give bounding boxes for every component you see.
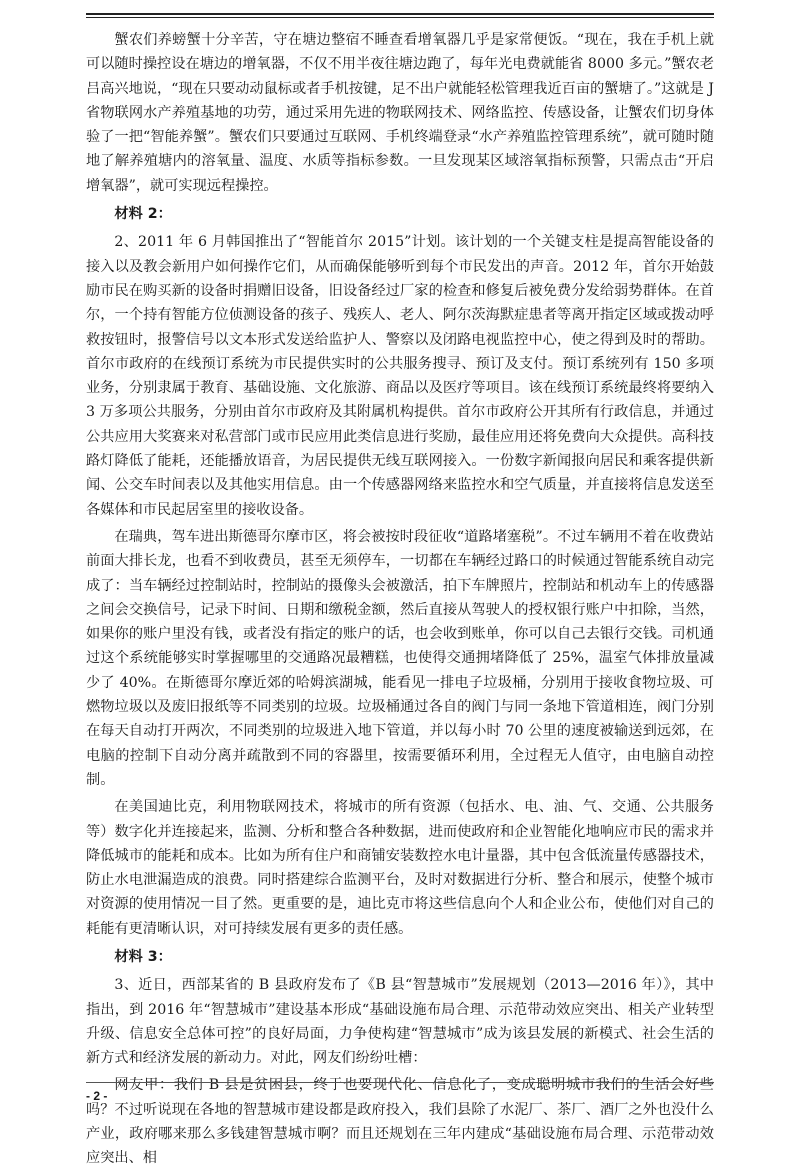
- header-rule: [86, 13, 714, 18]
- paragraph-netizen-a: 网友甲：我们 B 县是贫困县，终于也要现代化、信息化了，变成聪明城市我们的生活会好些吗？不过听说现在各地的智慧城市建设都是政府投入，我们县除了水泥厂、茶厂、酒厂之外也没什么产业，政府哪来那么多钱建智慧城市啊？而且还规划在三年内建成“基础设施布局合理、示范带动效应突出、相: [86, 1077, 714, 1167]
- footer-rule: [86, 1082, 714, 1083]
- page-number: - 2 -: [86, 1089, 108, 1103]
- paragraph-dubuque: 在美国迪比克，利用物联网技术，将城市的所有资源（包括水、电、油、气、交通、公共服务等）数字化并连接起来，监测、分析和整合各种数据，进而使政府和企业智能化地响应市民的需求并降低城市的能耗和成本。比如为所有住户和商铺安装数控水电计量器，其中包含低流量传感器技术，防止水电泄漏造成的浪费。同时搭建综合监测平台，及时对数据进行分析、整合和展示，使整个城市对资源的使用情况一目了然。更重要的是，迪比克市将这些信息向个人和企业公布，使他们对自己的耗能有更清晰认识，对可持续发展有更多的责任感。: [86, 799, 714, 937]
- paragraph-county-b-plan: 3、近日，西部某省的 B 县政府发布了《B 县“智慧城市”发展规划（2013—2016 年）》，其中指出，到 2016 年“智慧城市”建设基本形成“基础设施布局合理、示范带动效应突出、相关产业转型升级、信息安全总体可控”的良好局面，力争使构建“智慧城市”成为该县发展的新模式、社会生活的新方式和经济发展的新动力。对此，网友们纷纷吐槽：: [86, 977, 714, 1067]
- paragraph-smart-seoul: 2、2011 年 6 月韩国推出了“智能首尔 2015”计划。该计划的一个关键支柱是提高智能设备的接入以及教会新用户如何操作它们，从而确保能够听到每个市民发出的声音。2012 年，首尔开始鼓励市民在购买新的设备时捐赠旧设备，旧设备经过厂家的检查和修复后被免费分发给弱势群体。在首尔，一个持有智能方位侦测设备的孩子、残疾人、老人、阿尔茨海默症患者等离开指定区域或拨动呼救按钮时，报警信号以文本形式发送给监护人、警察以及闭路电视监控中心，使之得到及时的帮助。首尔市政府的在线预订系统为市民提供实时的公共服务搜寻、预订及支付。预订系统列有 150 多项业务，分别隶属于教育、基础设施、文化旅游、商品以及医疗等项目。该在线预订系统最终将要纳入 3 万多项公共服务，分别由首尔市政府及其附属机构提供。首尔市政府公开其所有行政信息，并通过公共应用大奖赛来对私营部门或市民应用此类信息进行奖励，最佳应用还将免费向大众提供。高科技路灯降低了能耗，还能播放语音，为居民提供无线互联网接入。一份数字新闻报向居民和乘客提供新闻、公交车时间表以及其他实用信息。由一个传感器网络来监控水和空气质量，并直接将信息发送至各媒体和市民起居室里的接收设备。: [86, 234, 714, 518]
- material-2-heading: 材料 2：: [114, 206, 172, 223]
- paragraph-crab-farming: 蟹农们养螃蟹十分辛苦，守在塘边整宿不睡查看增氧器几乎是家常便饭。“现在，我在手机上就可以随时操控设在塘边的增氧器，不仅不用半夜往塘边跑了，每年光电费就能省 8000 多元。”蟹农老吕高兴地说，“现在只要动动鼠标或者手机按键，足不出户就能轻松管理我近百亩的蟹塘了。”这就是 J 省物联网水产养殖基地的功劳，通过采用先进的物联网技术、网络监控、传感设备，让蟹农们切身体验了一把“智能养蟹”。蟹农们只要通过互联网、手机终端登录“水产养殖监控管理系统”，就可随时随地了解养殖塘内的溶氧量、温度、水质等指标参数。一旦发现某区域溶氧指标预警，只需点击“开启增氧器”，就可实现远程操控。: [86, 32, 714, 194]
- material-3-heading: 材料 3：: [114, 948, 172, 965]
- paragraph-stockholm: 在瑞典，驾车进出斯德哥尔摩市区，将会被按时段征收“道路堵塞税”。不过车辆用不着在收费站前面大排长龙，也看不到收费员，甚至无须停车，一切都在车辆经过路口的时候通过智能系统自动完成了：当车辆经过控制站时，控制站的摄像头会被激活，拍下车牌照片，控制站和机动车上的传感器之间会交换信号，记录下时间、日期和缴税金额，然后直接从驾驶人的授权银行账户中扣除，当然，如果你的账户里没有钱，或者没有指定的账户的话，也会收到账单，你可以自己去银行交钱。司机通过这个系统能够实时掌握哪里的交通路况最糟糕，也使得交通拥堵降低了 25%，温室气体排放量减少了 40%。在斯德哥尔摩近郊的哈姆滨湖城，能看见一排电子垃圾桶，分别用于接收食物垃圾、可燃物垃圾以及废旧报纸等不同类别的垃圾。垃圾桶通过各自的阀门与同一条地下管道相连，阀门分别在每天自动打开两次，不同类别的垃圾进入地下管道，并以每小时 70 公里的速度被输送到远郊，在电脑的控制下自动分离并疏散到不同的容器里，按需要循环利用，全过程无人值守，由电脑自动控制。: [86, 528, 714, 788]
- document-body: [86, 28, 714, 1171]
